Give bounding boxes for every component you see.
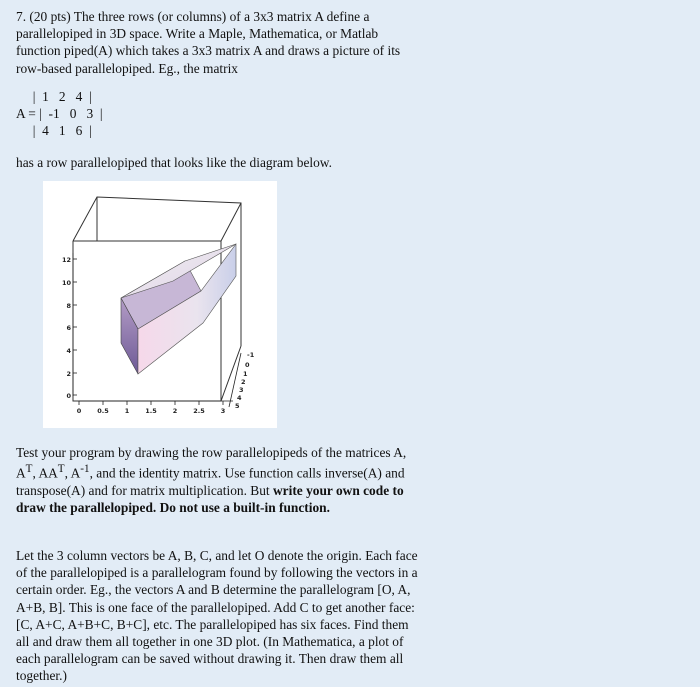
z-tick-label: 6 [66, 324, 71, 332]
x-tick-label: 2.5 [193, 407, 205, 415]
z-tick-label: 8 [66, 302, 71, 310]
x-tick-label: 1 [124, 407, 130, 415]
z-tick-label: 4 [66, 347, 71, 355]
z-tick-label: 0 [66, 392, 71, 400]
x-tick-label: 0 [76, 407, 82, 415]
z-tick-label: 10 [61, 279, 71, 287]
example-matrix [16, 88, 103, 140]
matrix-row-2: A = | -1 0 3 | [16, 106, 103, 122]
parallelopiped-solid [121, 244, 236, 374]
y-tick-label: 5 [235, 402, 240, 410]
y-tick-label: -1 [247, 351, 255, 359]
x-tick-label: 1.5 [145, 407, 157, 415]
parallelopiped-plot [43, 181, 277, 428]
question-number: 7. (20 pts) [16, 9, 71, 24]
matrix-row-1: | 1 2 4 | [16, 89, 92, 104]
bold-requirement: write your own code to draw the parallelopiped. Do not use a built-in function. [16, 482, 404, 516]
question-text: The three rows (or columns) of a 3x3 matrix A define a parallelopiped in 3D space. Write a Maple, Mathematica, or Matlab function piped(A) which takes a 3x3 matrix A and draws a picture of its row-based parallelopiped. Eg., the matrix [16, 9, 401, 76]
x-tick-label: 0.5 [97, 407, 109, 415]
diagram-caption: has a row parallelopiped that looks like the diagram below. [16, 155, 332, 170]
x-tick-label: 2 [172, 407, 178, 415]
y-tick-label: 3 [239, 386, 244, 394]
y-tick-label: 0 [245, 361, 250, 369]
column-vectors-text: Let the 3 column vectors be A, B, C, and let O denote the origin. Each face of the parallelopiped is a parallelogram found by following the vectors in a certain order. Eg., the vectors A and B determine the parallelogram [O, A, A+B, B]. This is one face of the parallelopiped. Add C to get another face: [C, A+C, A+B+C, B+C], etc. The parallelopiped has six faces. Find them all and draw them all together in one 3D plot. (In Mathematica, a plot of each parallelogram can be saved without drawing it. Then draw them all together.) [16, 548, 418, 684]
x-tick-label: 3 [220, 407, 226, 415]
x-axis [79, 401, 233, 405]
z-axis [73, 253, 77, 396]
y-tick-label: 2 [241, 378, 246, 386]
matrix-row-3: | 4 1 6 | [16, 123, 92, 139]
test-instructions: Test your program by drawing the row parallelopipeds of the matrices A, $A^T$, $AA^T$, $A^{-1}$, and the identity matrix. Use function calls inverse(A) and transpose(A) and for matrix multiplication. But write your own code to draw the parallelopiped. Do not use a built-in function. [16, 445, 407, 516]
parallelopiped-figure [43, 181, 277, 428]
y-tick-label: 4 [237, 394, 242, 402]
z-tick-label: 12 [61, 256, 71, 264]
z-tick-label: 2 [66, 370, 71, 378]
y-tick-label: 1 [243, 370, 248, 378]
question-intro [16, 8, 424, 77]
